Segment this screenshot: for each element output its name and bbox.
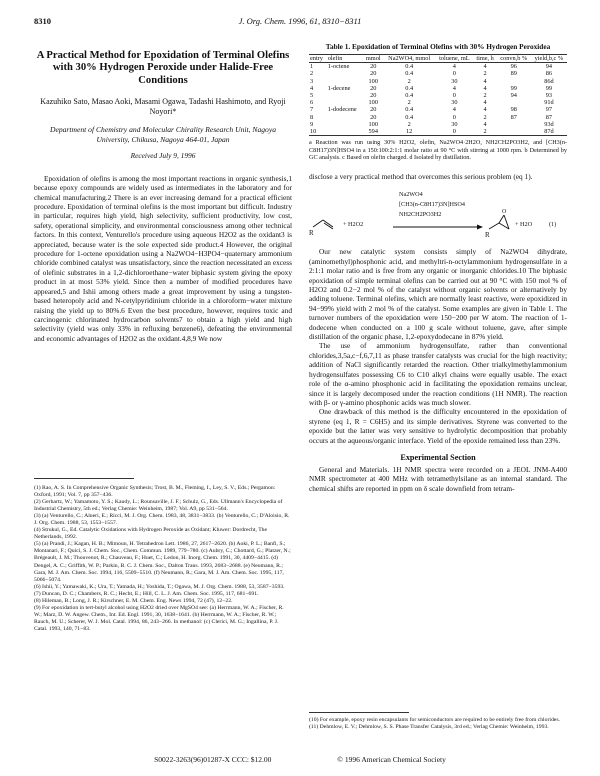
footnote: (5) (a) Prandi, J.; Kagan, H. B.; Mimoun, H. Tetrahedron Lett. 1986, 27, 2617−2620. (b) Aoki, P. L.; Banfi, S.; Montanari, F.; Quici, S. J. Chem. Soc., Chem. Commun. 1989, 779−780. (c) Aubry, C.; Chottard, G.; Platzer, N.; Brégeault, J. M.; Thouvenot, R.; Chauveau, F.; Huet, C.; Ledon, H. Inorg. Chem. 1991, 30, 4409−4415. (d) Dengel, A. C.; Griffith, W. P.; Parkin, B. C. J. Chem. Soc., Dalton Trans. 1993, 2683−2688. (e) Neumann, R.; Gara, M. J. Am. Chem. Soc. 1994, 116, 5509−5510. (f) Neumann, R.; Gara, M. J. Am. Chem. Soc. 1995, 117, 5066−5074.: [34, 541, 291, 583]
table-cell: 87: [545, 113, 553, 121]
footnote-rule: [309, 712, 409, 713]
reagent-label: Na2WO4: [399, 191, 423, 199]
table-cell: [327, 121, 364, 128]
table-cell: 8: [310, 113, 314, 121]
table-cell: [327, 128, 364, 135]
left-body-text: [34, 174, 292, 343]
table-cell: 5: [310, 92, 314, 100]
table-bottom-rule: [309, 135, 567, 136]
footnote-list: [34, 485, 292, 633]
copyright: © 1996 American Chemical Society: [337, 755, 446, 764]
table-cell: 96: [510, 63, 517, 71]
table-cell: 12: [406, 128, 413, 136]
oxidant-label: + H2O2: [343, 221, 364, 229]
table-cell: 4: [483, 84, 487, 92]
table-cell: 0.4: [405, 84, 414, 92]
table-cell: 91d: [544, 99, 554, 107]
epoxide-structure: [485, 209, 509, 239]
table-cell: 4: [483, 106, 487, 114]
col-header: convn,b %: [500, 55, 528, 62]
table-row: [309, 99, 567, 106]
table-cell: 99: [510, 84, 517, 92]
table-cell: [327, 99, 364, 106]
table-body: [309, 63, 567, 135]
table-cell: 1: [310, 63, 314, 71]
epoxidation-table: [309, 55, 567, 135]
table-cell: 93d: [544, 120, 554, 128]
olefin-structure: [309, 220, 333, 237]
table-cell: 86: [545, 70, 553, 78]
table-cell: 2: [483, 113, 487, 121]
table-row: [309, 70, 567, 77]
table-cell: 97: [545, 106, 553, 114]
table-cell: 100: [368, 99, 378, 107]
col-header: time, h: [476, 55, 494, 62]
table-cell: [497, 121, 531, 128]
footnote: (1) Rao, A. S. In Comprehensive Organic Synthesis; Trost, B. M., Fleming, I., Ley, S. V., Eds.; Pergamon: Oxford, 1991; Vol. 7, pp 357−436.: [34, 485, 276, 499]
left-column: [34, 50, 292, 343]
body-paragraph: disclose a very practical method that overcomes this serious problem (eq 1).: [309, 172, 533, 182]
affiliation: Department of Chemistry and Molecular Chirality Research Unit, Nagoya University, Chikusa, Nagoya 464-01, Japan: [49, 125, 277, 145]
footnote: (3) (a) Venturello, C.; Alneri, E.; Ricci, M. J. Org. Chem. 1983, 48, 3831−3833. (b) Venturello, C.; D'Aloisio, R. J. Org. Chem. 1988, 53, 1553−1557.: [34, 513, 290, 527]
body-paragraph: One drawback of this method is the difficulty encountered in the epoxidation of styrene (eq 1, R = C6H5) and its simple derivatives. Styrene was converted to the epoxide but the latter was very sensitive to hydrolytic decomposition that probably occurs at the aqueous/organic interface. Yield of the epoxide remained less than 23%.: [309, 407, 567, 445]
table-cell: [327, 70, 364, 77]
svg-text:O: O: [502, 209, 507, 216]
table-cell: 20: [370, 63, 377, 71]
table-cell: 1-dodecene: [327, 106, 357, 114]
table-cell: 87d: [544, 128, 554, 136]
received-date: Received July 9, 1996: [130, 150, 196, 160]
table-row: [309, 63, 567, 70]
table-cell: 0.4: [405, 106, 414, 114]
right-body-text: [309, 247, 567, 445]
table-cell: 4: [452, 106, 456, 114]
journal-citation: J. Org. Chem. 1996, 61, 8310−8311: [238, 16, 362, 26]
table-cell: 0.4: [405, 92, 414, 100]
table-cell: 4: [483, 77, 487, 85]
article-code: S0022-3263(96)01287-X CCC: $12.00: [154, 755, 272, 764]
right-body-intro: [309, 172, 567, 181]
table-cell: 87: [510, 113, 517, 121]
table-cell: 4: [483, 120, 487, 128]
table-cell: 4: [483, 99, 487, 107]
footnote: (11) Dehmlow, E. V.; Dehmlow, S. S. Phase Transfer Catalysis, 3rd ed.; Verlag Chemie: Weinheim, 1993.: [309, 724, 549, 731]
table-cell: 0: [452, 70, 456, 78]
table-cell: 20: [370, 92, 377, 100]
table-cell: 30: [451, 99, 458, 107]
table-cell: 100: [368, 120, 378, 128]
table-cell: 4: [452, 63, 456, 71]
table-cell: [497, 99, 531, 106]
table-cell: 30: [451, 120, 458, 128]
right-footnotes: [309, 712, 567, 731]
page-number: 8310: [34, 16, 51, 26]
table-cell: 10: [310, 128, 317, 136]
footnote-rule: [34, 478, 134, 479]
table-cell: 20: [370, 113, 377, 121]
table-cell: 4: [310, 84, 314, 92]
table-cell: [497, 128, 531, 135]
table-cell: 94: [510, 92, 517, 100]
table-cell: 2: [483, 92, 487, 100]
table-row: [309, 128, 567, 135]
running-header: [34, 16, 566, 28]
footnote: (4) Strukul, G., Ed. Catalytic Oxidations with Hydrogen Peroxide as Oxidant; Kluwer: Dordrecht, The Netherlands, 1992.: [34, 527, 268, 541]
table-cell: 1-octene: [327, 63, 350, 71]
table-notes: a Reaction was run using 30% H2O2, olefin, Na2WO4·2H2O, NH2CH2PO3H2, and [CH3(n-C8H17)3N]HSO4 in a 150:100:2:1:1 molar ratio at 90 °C with stirring at 1000 rpm. b Determined by GC analysis. c Based on olefin charged. d Isolated by distillation.: [309, 139, 567, 162]
col-header: yield,b,c %: [534, 55, 564, 62]
col-header: toluene, mL: [439, 55, 470, 62]
table-cell: 100: [368, 77, 378, 85]
article-title: A Practical Method for Epoxidation of Terminal Olefins with 30% Hydrogen Peroxide under Halide-Free Conditions: [36, 50, 290, 86]
table-cell: 98: [510, 106, 517, 114]
right-column: [309, 42, 567, 493]
table-cell: [497, 78, 531, 85]
table-row: [309, 92, 567, 99]
table-cell: [327, 92, 364, 99]
col-header: Na2WO4, mmol: [388, 55, 431, 62]
table-cell: 0.4: [405, 70, 414, 78]
footnote-list: [309, 717, 567, 731]
body-paragraph: General and Materials. 1H NMR spectra were recorded on a JEOL JNM-A400 NMR spectrometer at 400 MHz with tetramethylsilane as an internal standard. The chemical shifts are reported in ppm on δ scale downfield from tetram-: [309, 464, 567, 493]
footnote: (6) Ishii, Y.; Yamawaki, K.; Ura, T.; Yamada, H.; Yoshida, T.; Ogawa, M. J. Org. Chem. 1988, 53, 3587−3593.: [34, 583, 285, 590]
page-footer: [0, 755, 600, 764]
table-cell: 3: [310, 77, 314, 85]
body-paragraph: Epoxidation of olefins is among the most important reactions in organic synthesis,1 because epoxy compounds are widely used as intermediates in the laboratory and for chemical manufacturing.2 There is an ever increasing demand for a practical efficient procedure. Epoxidation of terminal olefins is the most important but difficult. Industry in particular, requires high yield, high selectivity, sufficient productivity, low cost, safety, operational simplicity, and environmental consciousness among other technical factors. In this context, Venturello's procedure using aqueous H2O2 as the oxidant3 is appreciated, because water is the sole expected side product.4 However, the original procedure for 1-octene epoxidation using a Na2WO4−H3PO4−quaternary ammonium chloride combined catalyst was unsatisfactory, since the reaction necessitated an excess of olefinic substrates in a 1,2-dichloroethane−water biphasic system giving the epoxy product in at most 53% yield. Since then a number of modified procedures have appeared,5 and Ishii among others made a great improvement by using a tungsten-based heteropoly acid and N-cetylpyridinium chloride in a chloroform−water mixture raising the yield up to 80%.6 Even the best procedure, however, requires toxic and carcinogenic chlorinated hydrocarbon solvents7 to obtain a high yield and high selectivity (yield was only 33% in refluxing benzene6), defeating the environmental and economic advantages of H2O2 as the oxidant.4,8,9 We now: [34, 173, 292, 343]
table-row: [309, 114, 567, 121]
section-heading: Experimental Section: [400, 452, 476, 462]
table-cell: 4: [452, 84, 456, 92]
svg-text:R: R: [309, 229, 314, 238]
table-cell: [327, 78, 364, 85]
table-cell: 1-decene: [327, 84, 351, 92]
water-label: + H2O: [515, 221, 533, 229]
table-cell: 93: [545, 92, 553, 100]
footnote: (2) Gerhartz, W.; Yamamoto, Y. S.; Kaudy, L.; Rounsaville, J. F.; Schulz, G., Eds. Ullmann's Encyclopedia of Industrial Chemistry, 5th ed.; Verlag Chemie: Weinheim, 1987; Vol. A9, pp 531−564.: [34, 499, 283, 513]
table-cell: 89: [510, 70, 517, 78]
table-cell: 2: [407, 120, 411, 128]
svg-text:R: R: [485, 231, 490, 240]
author-list: Kazuhiko Sato, Masao Aoki, Masami Ogawa, Tadashi Hashimoto, and Ryoji Noyori*: [40, 97, 286, 117]
table-cell: 0: [452, 113, 456, 121]
table-cell: 2: [483, 128, 487, 136]
table-cell: 0: [452, 128, 456, 136]
reagent-label: [CH3(n-C8H17)3N]HSO4: [399, 201, 465, 209]
left-footnotes: [34, 478, 292, 633]
arrowhead-icon: [477, 225, 483, 230]
table-cell: 99: [545, 84, 553, 92]
body-paragraph: The use of ammonium hydrogensulfate, rather than conventional chlorides,3,5a,c−f,6,7,11 as phase transfer catalysts was crucial for the high reactivity; addition of NaCl significantly retarded the reaction. Other trialkylmethylammonium hydrogensulfates possessing C6 to C10 alkyl chains were equally usable. The exact role of the α-amino phosphonic acid in facilitating the epoxidation remains unclear, since it is largely decomposed under the reaction conditions (1H NMR). The reaction with β- or γ-amino phosphonic acids was much slower.: [309, 341, 567, 407]
table-cell: 0: [452, 92, 456, 100]
table-row: [309, 85, 567, 92]
table-cell: 6: [310, 99, 314, 107]
footnote: (7) Duncan, D. C.; Chambers, R. C.; Hecht, E.; Hill, C. L. J. Am. Chem. Soc. 1995, 117, 681−691.: [34, 590, 259, 597]
experimental-text: [309, 465, 567, 493]
col-header: entry: [310, 55, 323, 62]
equation-number: (1): [549, 221, 557, 229]
table-cell: 4: [483, 63, 487, 71]
col-header: olefin: [327, 55, 343, 62]
table-cell: 20: [370, 106, 377, 114]
table-row: [309, 106, 567, 113]
reagent-label: NH2CH2PO3H2: [399, 211, 442, 219]
reaction-scheme: [309, 187, 567, 243]
table-cell: 2: [310, 70, 314, 78]
table-row: [309, 121, 567, 128]
footnote: (10) For example, epoxy resin encapsulants for semiconductors are required to be entirely free from chlorides.: [309, 717, 560, 723]
table-cell: 9: [310, 120, 314, 128]
table-cell: 94: [545, 63, 553, 71]
table-cell: 86d: [544, 77, 554, 85]
table-cell: 0.4: [405, 63, 414, 71]
col-header: mmol: [365, 55, 381, 62]
table-header-row: [309, 55, 567, 62]
footnote: (9) For epoxidation in tert-butyl alcohol using H2O2 dried over MgSO4 see: (a) Herrmann, W. A.; Fischer, R. W.; Marz, D. W. Angew. Chem., Int. Ed. Engl. 1991, 30, 1638−1641. (b) Herrmann, W. A.; Fischer, R. W.; Rauch, M. U.; Scherer, W. J. Mol. Catal. 1994, 86, 243−266. In methanol: (c) Clerici, M. G.; Ingallina, P. J. Catal. 1993, 140, 71−83.: [34, 604, 284, 632]
table-cell: 20: [370, 70, 377, 78]
table-title: Table 1. Epoxidation of Terminal Olefins with 30% Hydrogen Peroxidea: [325, 42, 551, 51]
body-paragraph: Our new catalytic system consists simply of Na2WO4 dihydrate, (aminomethyl)phosphonic acid, and methyltri-n-octylammonium hydrogensulfate in a 2:1:1 molar ratio and is free from any organic or inorganic chlorides.10 The biphasic epoxidation of simple terminal olefins can be carried out at 90 °C with 150 mol % of H2O2 and 0.2−2 mol % of the catalyst without organic solvents or alternatively by adding toluene. Terminal olefins, which are normally least reactive, were epoxidized in 94−99% yield with 2 mol % of the catalyst. Some examples are given in Table 1. The turnover numbers of the epoxidation were 150−200 per W atom. The reaction of 1-dodecene when conducted on a 100 g scale without toluene, gave, after simple distillation of the organic phase, 1,2-epoxydodecane in 87% yield.: [309, 247, 567, 342]
table-row: [309, 78, 567, 85]
footnote: (8) Hileman, B.; Long, J. R.; Kirschner, E. M. Chem. Eng. News 1994, 72 (47), 12−22.: [34, 597, 233, 604]
table-cell: [327, 114, 364, 121]
table-cell: 594: [368, 128, 378, 136]
table-cell: 7: [310, 106, 314, 114]
table-cell: 2: [483, 70, 487, 78]
table-cell: 2: [407, 77, 411, 85]
table-cell: 0.4: [405, 113, 414, 121]
table-cell: 20: [370, 84, 377, 92]
table-cell: 30: [451, 77, 458, 85]
table-cell: 2: [407, 99, 411, 107]
